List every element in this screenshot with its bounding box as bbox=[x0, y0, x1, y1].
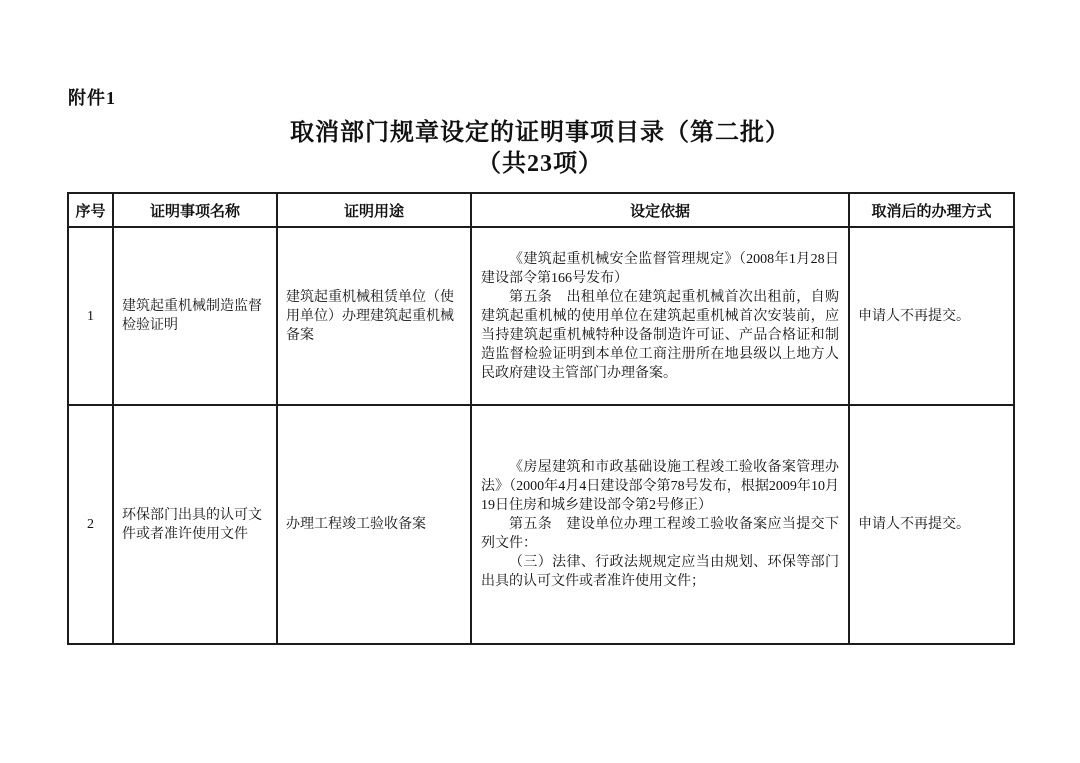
row-index: 2 bbox=[68, 405, 113, 644]
item-handling-cell: 申请人不再提交。 bbox=[849, 405, 1014, 644]
attachment-label: 附件1 bbox=[68, 88, 116, 108]
table-row bbox=[68, 227, 1014, 405]
header-sequence: 序号 bbox=[68, 193, 113, 227]
item-purpose-cell: 办理工程竣工验收备案 bbox=[277, 405, 471, 644]
basis-paragraph: 《建筑起重机械安全监督管理规定》（2008年1月28日建设部令第166号发布） bbox=[481, 251, 839, 286]
title-block bbox=[0, 118, 1080, 180]
header-purpose: 证明用途 bbox=[277, 193, 471, 227]
header-basis: 设定依据 bbox=[471, 193, 849, 227]
item-name-cell: 环保部门出具的认可文件或者准许使用文件 bbox=[113, 405, 277, 644]
basis-paragraph: 第五条 建设单位办理工程竣工验收备案应当提交下列文件： bbox=[481, 517, 839, 551]
item-basis-cell bbox=[471, 227, 849, 405]
table-row bbox=[68, 405, 1014, 644]
header-item-name: 证明事项名称 bbox=[113, 193, 277, 227]
basis-paragraph: 第五条 出租单位在建筑起重机械首次出租前，自购建筑起重机械的使用单位在建筑起重机械首次安装前，应当持建筑起重机械特种设备制造许可证、产品合格证和制造监督检验证明到本单位工商注册所在地县级以上地方人民政府建设主管部门办理备案。 bbox=[481, 289, 839, 381]
basis-paragraph: （三）法律、行政法规规定应当由规划、环保等部门出具的认可文件或者准许使用文件； bbox=[481, 555, 839, 589]
catalog-table bbox=[67, 192, 1015, 645]
item-handling-cell: 申请人不再提交。 bbox=[849, 227, 1014, 405]
document-subtitle: （共23项） bbox=[477, 151, 603, 177]
item-basis-cell bbox=[471, 405, 849, 644]
document-title: 取消部门规章设定的证明事项目录（第二批） bbox=[290, 120, 790, 146]
item-purpose-cell: 建筑起重机械租赁单位（使用单位）办理建筑起重机械备案 bbox=[277, 227, 471, 405]
row-index: 1 bbox=[68, 227, 113, 405]
table-header-row bbox=[68, 193, 1014, 227]
item-name-cell: 建筑起重机械制造监督检验证明 bbox=[113, 227, 277, 405]
header-handling: 取消后的办理方式 bbox=[849, 193, 1014, 227]
basis-paragraph: 《房屋建筑和市政基础设施工程竣工验收备案管理办法》（2000年4月4日建设部令第78号发布，根据2009年10月19日住房和城乡建设部令第2号修正） bbox=[481, 460, 839, 513]
